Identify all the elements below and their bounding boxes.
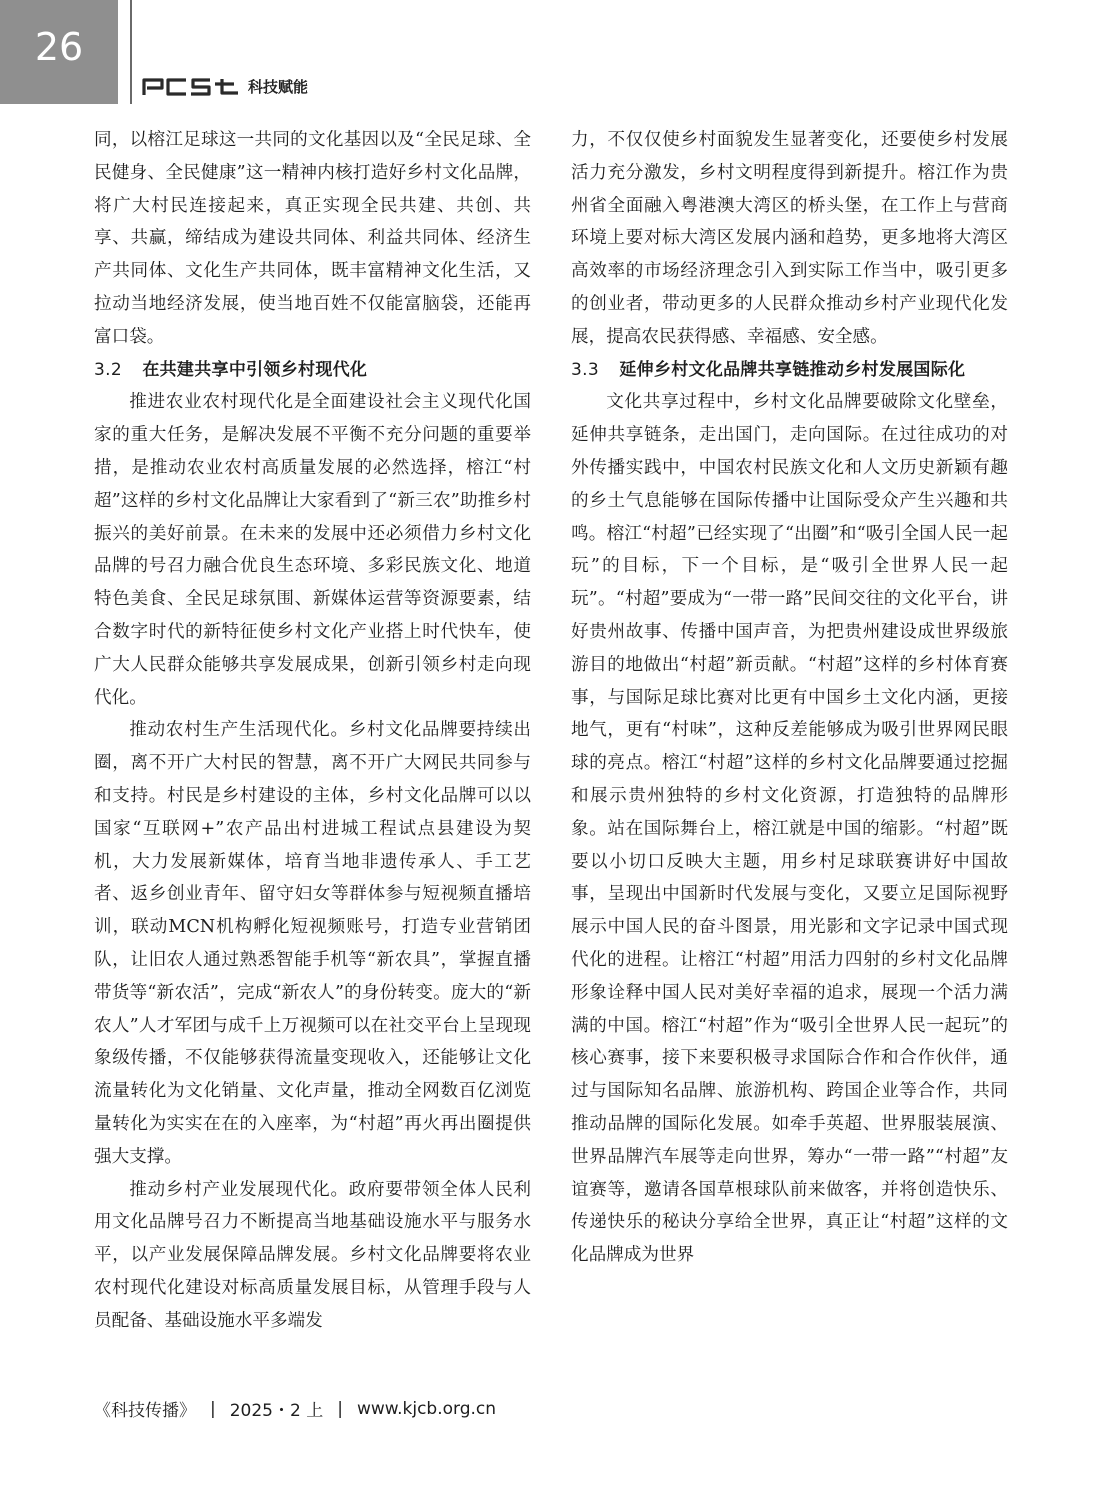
page-footer (94, 1396, 496, 1421)
paragraph: 同，以榕江足球这一共同的文化基因以及“全民足球、全民健身、全民健康”这一精神内核打造好乡村文化品牌，将广大村民连接起来，真正实现全民共建、共创、共享、共赢，缔结成为建设共同体、利益共同体、经济生产共同体、文化生产共同体，既丰富精神文化生活，又拉动当地经济发展，使当地百姓不仅能富脑袋，还能再富口袋。 (94, 130, 531, 347)
section-number: 3.3 (571, 359, 599, 380)
section-heading (94, 354, 531, 387)
journal-url: www.kjcb.org.cn (356, 1398, 497, 1419)
pcst-logo (142, 77, 240, 97)
section-heading (571, 354, 1008, 387)
section-title: 在共建共享中引领乡村现代化 (142, 359, 368, 380)
paragraph: 力，不仅仅使乡村面貌发生显著变化，还要使乡村发展活力充分激发，乡村文明程度得到新提升。榕江作为贵州省全面融入粤港澳大湾区的桥头堡，在工作上与营商环境上要对标大湾区发展内涵和趋势，更多地将大湾区高效率的市场经济理念引入到实际工作当中，吸引更多的创业者，带动更多的人民群众推动乡村产业现代化发展，提高农民获得感、幸福感、安全感。 (571, 130, 1008, 347)
header-divider (130, 0, 132, 104)
journal-name: 《科技传播》 (94, 1401, 196, 1421)
issue-label: 2025・2 上 (229, 1401, 324, 1421)
footer-separator: | (210, 1398, 216, 1419)
left-column (94, 124, 531, 1337)
paragraph: 推动乡村产业发展现代化。政府要带领全体人民利用文化品牌号召力不断提高当地基础设施水平与服务水平，以产业发展保障品牌发展。乡村文化品牌要将农业农村现代化建设对标高质量发展目标，从管理手段与人员配备、基础设施水平多端发 (94, 1179, 531, 1331)
paragraph: 推动农村生产生活现代化。乡村文化品牌要持续出圈，离不开广大村民的智慧，离不开广大网民共同参与和支持。村民是乡村建设的主体，乡村文化品牌可以以国家“互联网+”农产品出村进城工程试点县建设为契机，大力发展新媒体，培育当地非遗传承人、手工艺者、返乡创业青年、留守妇女等群体参与短视频直播培训，联动MCN机构孵化短视频账号，打造专业营销团队，让旧农人通过熟悉智能手机等“新农具”，掌握直播带货等“新农活”，完成“新农人”的身份转变。庞大的“新农人”人才军团与成千上万视频可以在社交平台上呈现现象级传播，不仅能够获得流量变现收入，还能够让文化流量转化为文化销量、文化声量，推动全网数百亿浏览量转化为实实在在的入座率，为“村超”再火再出圈提供强大支撑。 (94, 720, 531, 1167)
section-label: 科技赋能 (248, 78, 309, 96)
section-title: 延伸乡村文化品牌共享链推动乡村发展国际化 (619, 359, 966, 380)
paragraph: 推进农业农村现代化是全面建设社会主义现代化国家的重大任务，是解决发展不平衡不充分问题的重要举措，是推动农业农村高质量发展的必然选择，榕江“村超”这样的乡村文化品牌让大家看到了“新三农”助推乡村振兴的美好前景。在未来的发展中还必须借力乡村文化品牌的号召力融合优良生态环境、多彩民族文化、地道特色美食、全民足球氛围、新媒体运营等资源要素，结合数字时代的新特征使乡村文化产业搭上时代快车，使广大人民群众能够共享发展成果，创新引领乡村走向现代化。 (94, 392, 531, 708)
page-number: 26 (0, 0, 118, 104)
paragraph: 文化共享过程中，乡村文化品牌要破除文化壁垒，延伸共享链条，走出国门，走向国际。在过往成功的对外传播实践中，中国农村民族文化和人文历史新颖有趣的乡土气息能够在国际传播中让国际受众产生兴趣和共鸣。榕江“村超”已经实现了“出圈”和“吸引全国人民一起玩”的目标，下一个目标，是“吸引全世界人民一起玩”。“村超”要成为“一带一路”民间交往的文化平台，讲好贵州故事、传播中国声音，为把贵州建设成世界级旅游目的地做出“村超”新贡献。“村超”这样的乡村体育赛事，与国际足球比赛对比更有中国乡土文化内涵，更接地气，更有“村味”，这种反差能够成为吸引世界网民眼球的亮点。榕江“村超”这样的乡村文化品牌要通过挖掘和展示贵州独特的乡村文化资源，打造独特的品牌形象。站在国际舞台上，榕江就是中国的缩影。“村超”既要以小切口反映大主题，用乡村足球联赛讲好中国故事，呈现出中国新时代发展与变化，又要立足国际视野展示中国人民的奋斗图景，用光影和文字记录中国式现代化的进程。让榕江“村超”用活力四射的乡村文化品牌形象诠释中国人民对美好幸福的追求，展现一个活力满满的中国。榕江“村超”作为“吸引全世界人民一起玩”的核心赛事，接下来要积极寻求国际合作和合作伙伴，通过与国际知名品牌、旅游机构、跨国企业等合作，共同推动品牌的国际化发展。如牵手英超、世界服装展演、世界品牌汽车展等走向世界，筹办“一带一路”“村超”友谊赛等，邀请各国草根球队前来做客，并将创造快乐、传递快乐的秘诀分享给全世界，真正让“村超”这样的文化品牌成为世界 (571, 392, 1008, 1266)
right-column (571, 124, 1008, 1272)
section-number: 3.2 (94, 359, 122, 380)
footer-separator: | (337, 1398, 343, 1419)
header-brand (142, 76, 308, 97)
